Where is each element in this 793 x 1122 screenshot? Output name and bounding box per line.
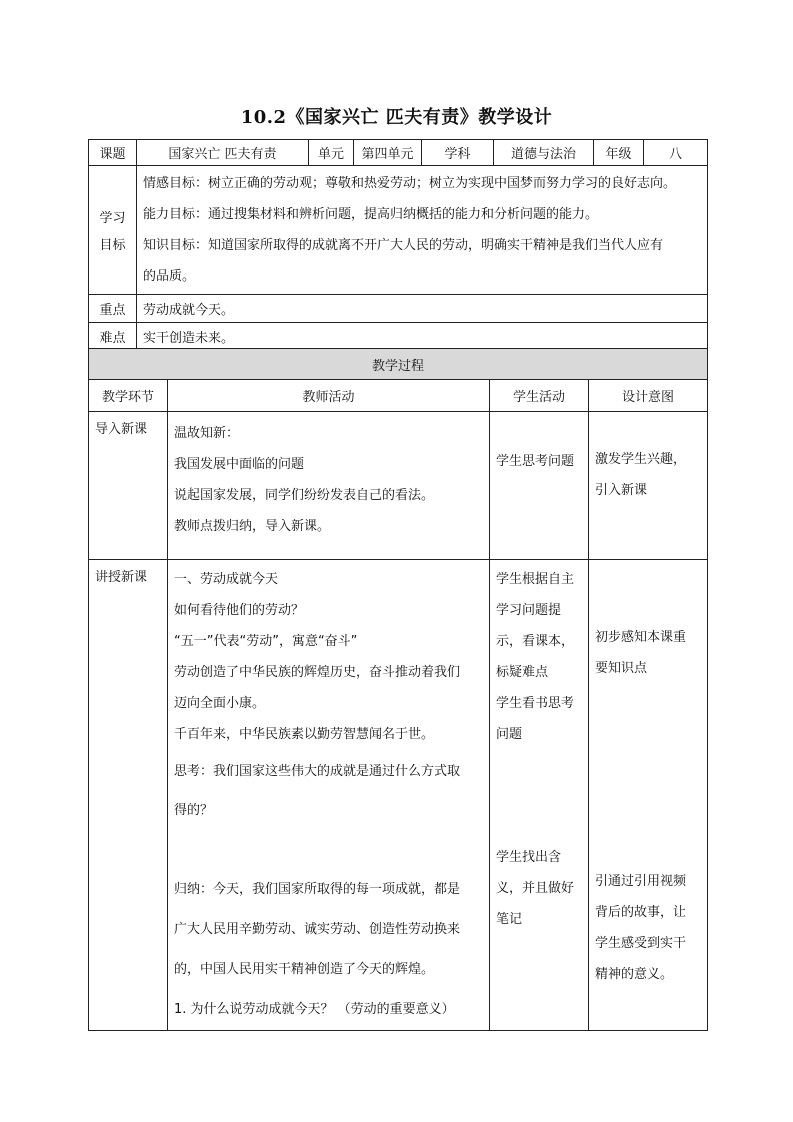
student-line: 示，看课本， xyxy=(496,634,575,649)
unit-value: 第四单元 xyxy=(354,140,422,166)
student-line: 问题 xyxy=(496,727,523,742)
intent-line: 引通过引用视频 xyxy=(595,874,687,889)
intent-line: 初步感知本课重 xyxy=(595,630,687,645)
teacher-line: 千百年来，中华民族素以勤劳智慧闻名于世。 xyxy=(174,727,435,742)
student-line: 标疑难点 xyxy=(496,665,549,680)
teacher-line: 一、劳动成就今天 xyxy=(174,572,279,587)
objectives-label-line: 学习 xyxy=(99,211,126,226)
subject-label: 学科 xyxy=(422,140,494,166)
grade-label: 年级 xyxy=(594,140,644,166)
design-intent-lesson xyxy=(589,560,708,1031)
stage-intro: 导入新课 xyxy=(89,412,168,560)
stage-new-lesson: 讲授新课 xyxy=(89,560,168,1031)
teacher-line: 教师点拨归纳，导入新课。 xyxy=(174,519,331,534)
subject-value: 道德与法治 xyxy=(494,140,594,166)
objectives-content xyxy=(137,166,708,295)
intent-line: 精神的意义。 xyxy=(595,967,674,982)
intent-line: 要知识点 xyxy=(595,661,648,676)
teacher-line: 归纳：今天，我们国家所取得的每一项成就，都是 xyxy=(174,882,461,897)
key-point-label: 重点 xyxy=(89,295,137,323)
intent-line: 学生感受到实干 xyxy=(595,936,687,951)
teacher-line: 1. 为什么说劳动成就今天？ （劳动的重要意义） xyxy=(174,1002,455,1017)
column-header: 学生活动 xyxy=(490,380,589,412)
objective-line: 情感目标：树立正确的劳动观；尊敬和热爱劳动；树立为实现中国梦而努力学习的良好志向。 xyxy=(143,176,677,191)
teacher-line: “五一”代表“劳动”，寓意“奋斗” xyxy=(174,634,358,649)
teacher-line: 温故知新： xyxy=(174,426,240,441)
teacher-line: 思考：我们国家这些伟大的成就是通过什么方式取 xyxy=(174,764,461,779)
teacher-line: 的，中国人民用实干精神创造了今天的辉煌。 xyxy=(174,962,435,977)
teacher-line: 劳动创造了中华民族的辉煌历史，奋斗推动着我们 xyxy=(174,665,461,680)
teacher-line: 广大人民用辛勤劳动、诚实劳动、创造性劳动换来 xyxy=(174,922,461,937)
process-heading: 教学过程 xyxy=(89,349,708,380)
column-header: 教师活动 xyxy=(168,380,490,412)
difficulty-label: 难点 xyxy=(89,323,137,351)
column-header: 教学环节 xyxy=(89,380,168,412)
key-point-value: 劳动成就今天。 xyxy=(137,295,708,323)
unit-label: 单元 xyxy=(309,140,354,166)
student-activity-intro: 学生思考问题 xyxy=(490,412,589,560)
intent-line: 激发学生兴趣， xyxy=(595,452,687,467)
student-line: 笔记 xyxy=(496,912,523,927)
objectives-label xyxy=(89,166,137,295)
document-title: 10.2《国家兴亡 匹夫有责》教学设计 xyxy=(240,107,553,128)
info-table xyxy=(88,139,708,351)
difficulty-value: 实干创造未来。 xyxy=(137,323,708,351)
teacher-line: 得的？ xyxy=(174,803,214,818)
design-intent-intro xyxy=(589,412,708,560)
student-line: 学习问题提 xyxy=(496,603,562,618)
teacher-line: 迈向全面小康。 xyxy=(174,696,266,711)
student-line: 义，并且做好 xyxy=(496,881,575,896)
grade-value: 八 xyxy=(644,140,708,166)
objective-line: 的品质。 xyxy=(143,269,196,284)
teacher-line: 如何看待他们的劳动？ xyxy=(174,603,305,618)
student-line: 学生找出含 xyxy=(496,850,562,865)
student-activity-lesson xyxy=(490,560,589,1031)
process-table xyxy=(88,348,708,1031)
student-line: 学生根据自主 xyxy=(496,572,575,587)
intent-line: 引入新课 xyxy=(595,483,648,498)
teacher-activity-intro xyxy=(168,412,490,560)
teacher-line: 我国发展中面临的问题 xyxy=(174,457,305,472)
column-header: 设计意图 xyxy=(589,380,708,412)
teacher-line: 说起国家发展，同学们纷纷发表自己的看法。 xyxy=(174,488,435,503)
objectives-label-line: 目标 xyxy=(99,238,126,253)
topic-value: 国家兴亡 匹夫有责 xyxy=(137,140,309,166)
objective-line: 知识目标：知道国家所取得的成就离不开广大人民的劳动，明确实干精神是我们当代人应有 xyxy=(143,238,664,253)
objective-line: 能力目标：通过搜集材料和辨析问题，提高归纳概括的能力和分析问题的能力。 xyxy=(143,207,599,222)
topic-label: 课题 xyxy=(89,140,137,166)
teacher-activity-lesson xyxy=(168,560,490,1031)
intent-line: 背后的故事，让 xyxy=(595,905,687,920)
student-line: 学生看书思考 xyxy=(496,696,575,711)
